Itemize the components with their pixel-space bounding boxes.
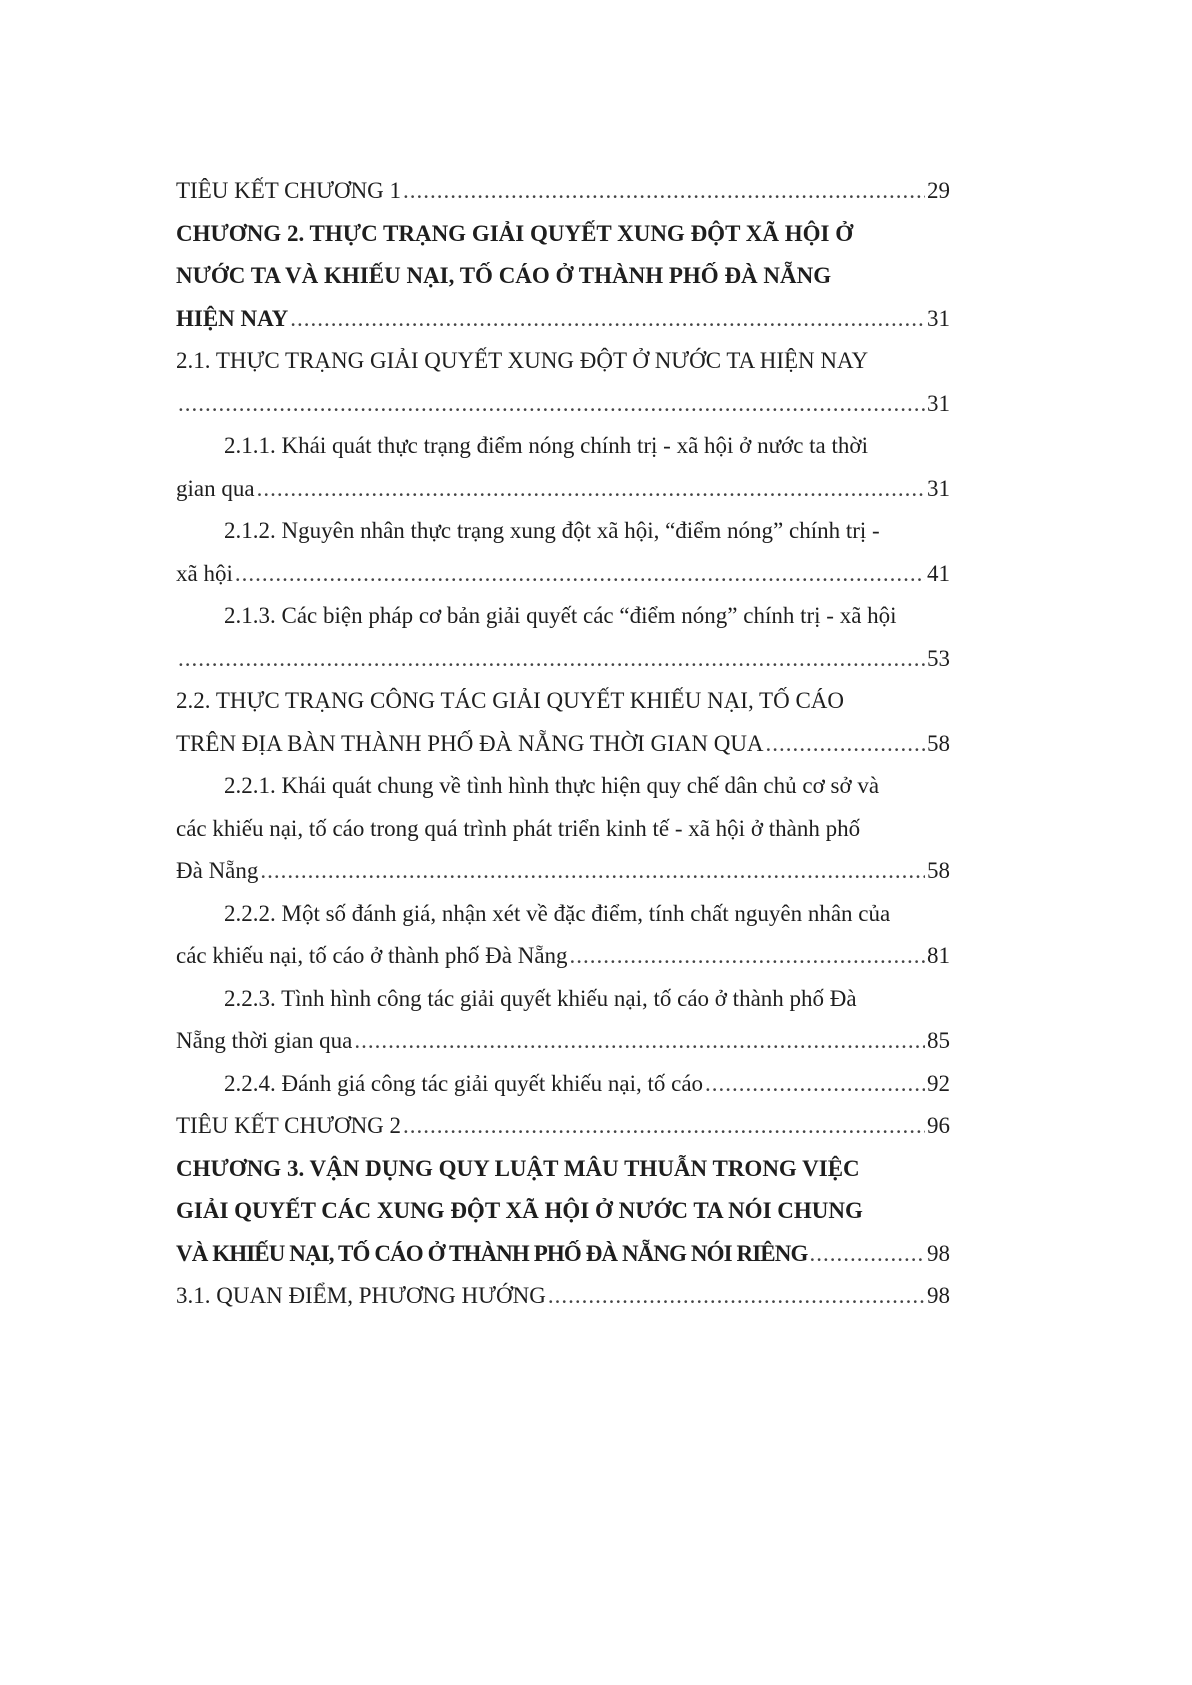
dot-leader: [354, 1020, 925, 1063]
toc-entry-line[interactable]: 2.1.2. Nguyên nhân thực trạng xung đột xã hội, “điểm nóng” chính trị -: [224, 518, 880, 543]
dot-leader: [178, 638, 925, 681]
toc-entry-title: HIỆN NAY: [176, 305, 289, 331]
toc-entry-line[interactable]: 2.1.1. Khái quát thực trạng điểm nóng chính trị - xã hội ở nước ta thời: [224, 433, 868, 458]
dot-leader: [403, 1105, 925, 1148]
toc-entry[interactable]: [176, 850, 950, 893]
toc-entry-title: 2.2.4. Đánh giá công tác giải quyết khiếu nại, tố cáo: [224, 1070, 704, 1096]
toc-entry-line[interactable]: GIẢI QUYẾT CÁC XUNG ĐỘT XÃ HỘI Ở NƯỚC TA NÓI CHUNG: [176, 1198, 863, 1223]
toc-entry-title: TIÊU KẾT CHƯƠNG 1: [176, 178, 402, 203]
toc-entry[interactable]: [176, 170, 950, 213]
toc-page-number: 98: [927, 1240, 950, 1266]
toc-entry[interactable]: [176, 1275, 950, 1318]
toc-page-number: 58: [927, 730, 950, 756]
toc-page-number: 58: [927, 858, 950, 883]
toc-page-number: 31: [927, 390, 950, 416]
dot-leader: [548, 1275, 925, 1318]
toc-page-number: 81: [927, 943, 950, 968]
dot-leader: [570, 935, 925, 978]
toc-entry-line[interactable]: CHƯƠNG 2. THỰC TRẠNG GIẢI QUYẾT XUNG ĐỘT XÃ HỘI Ở: [176, 220, 854, 246]
dot-leader: [257, 468, 925, 511]
dot-leader: [290, 298, 925, 341]
toc-entry-line[interactable]: NƯỚC TA VÀ KHIẾU NẠI, TỐ CÁO Ở THÀNH PHỐ ĐÀ NẴNG: [176, 263, 832, 288]
toc-entry-line[interactable]: 2.2.1. Khái quát chung về tình hình thực hiện quy chế dân chủ cơ sở và: [224, 773, 880, 798]
toc-page-number: 96: [927, 1113, 950, 1138]
toc-page-number: 85: [927, 1028, 950, 1053]
toc-entry-line[interactable]: 2.1. THỰC TRẠNG GIẢI QUYẾT XUNG ĐỘT Ở NƯỚC TA HIỆN NAY: [176, 348, 869, 373]
toc-entry-line[interactable]: 2.2. THỰC TRẠNG CÔNG TÁC GIẢI QUYẾT KHIẾU NẠI, TỐ CÁO: [176, 688, 845, 713]
toc-entry[interactable]: [176, 298, 950, 341]
toc-entry[interactable]: [176, 553, 950, 596]
toc-entry-title: xã hội: [176, 560, 233, 586]
toc-entry-line[interactable]: các khiếu nại, tố cáo trong quá trình phát triển kinh tế - xã hội ở thành phố: [176, 815, 861, 841]
toc-page-number: 31: [927, 475, 950, 501]
dot-leader: [178, 383, 925, 426]
toc-page-number: 29: [927, 178, 950, 203]
toc-entry[interactable]: [176, 383, 950, 426]
dot-leader: [705, 1063, 925, 1106]
toc-entry-line[interactable]: CHƯƠNG 3. VẬN DỤNG QUY LUẬT MÂU THUẪN TRONG VIỆC: [176, 1155, 860, 1181]
toc-entry[interactable]: [176, 1233, 950, 1276]
toc-entry-line[interactable]: 2.1.3. Các biện pháp cơ bản giải quyết các “điểm nóng” chính trị - xã hội: [224, 603, 897, 628]
dot-leader: [403, 170, 925, 213]
toc-page-number: 53: [927, 645, 950, 671]
toc-entry-title: TRÊN ĐỊA BÀN THÀNH PHỐ ĐÀ NẴNG THỜI GIAN QUA: [176, 730, 764, 756]
dot-leader: [235, 553, 925, 596]
toc-entry[interactable]: [176, 1105, 950, 1148]
toc-entry-line[interactable]: 2.2.2. Một số đánh giá, nhận xét về đặc điểm, tính chất nguyên nhân của: [224, 900, 891, 926]
toc-entry-title: gian qua: [176, 475, 255, 501]
toc-entry-title: Đà Nẵng: [176, 858, 259, 883]
dot-leader: [766, 723, 925, 766]
toc-entry-line[interactable]: 2.2.3. Tình hình công tác giải quyết khiếu nại, tố cáo ở thành phố Đà: [224, 985, 857, 1011]
dot-leader: [809, 1233, 925, 1276]
toc-page-number: 31: [927, 305, 950, 331]
table-of-contents: [176, 170, 950, 1318]
toc-entry[interactable]: [176, 935, 950, 978]
dot-leader: [260, 850, 925, 893]
toc-page-number: 92: [927, 1070, 950, 1096]
toc-entry[interactable]: [176, 1020, 950, 1063]
toc-entry-title: 3.1. QUAN ĐIỂM, PHƯƠNG HƯỚNG: [176, 1283, 546, 1308]
toc-entry[interactable]: [176, 723, 950, 766]
toc-entry-title: VÀ KHIẾU NẠI, TỐ CÁO Ở THÀNH PHỐ ĐÀ NẴNG NÓI RIÊNG: [176, 1240, 808, 1266]
toc-entry[interactable]: [176, 468, 950, 511]
toc-entry-title: TIÊU KẾT CHƯƠNG 2: [176, 1113, 402, 1138]
toc-page-number: 98: [927, 1283, 950, 1308]
toc-entry[interactable]: [176, 638, 950, 681]
toc-page-number: 41: [927, 560, 950, 586]
toc-entry-title: Nẵng thời gian qua: [176, 1028, 353, 1053]
toc-entry-title: các khiếu nại, tố cáo ở thành phố Đà Nẵng: [176, 943, 568, 968]
toc-entry[interactable]: [176, 1063, 950, 1106]
